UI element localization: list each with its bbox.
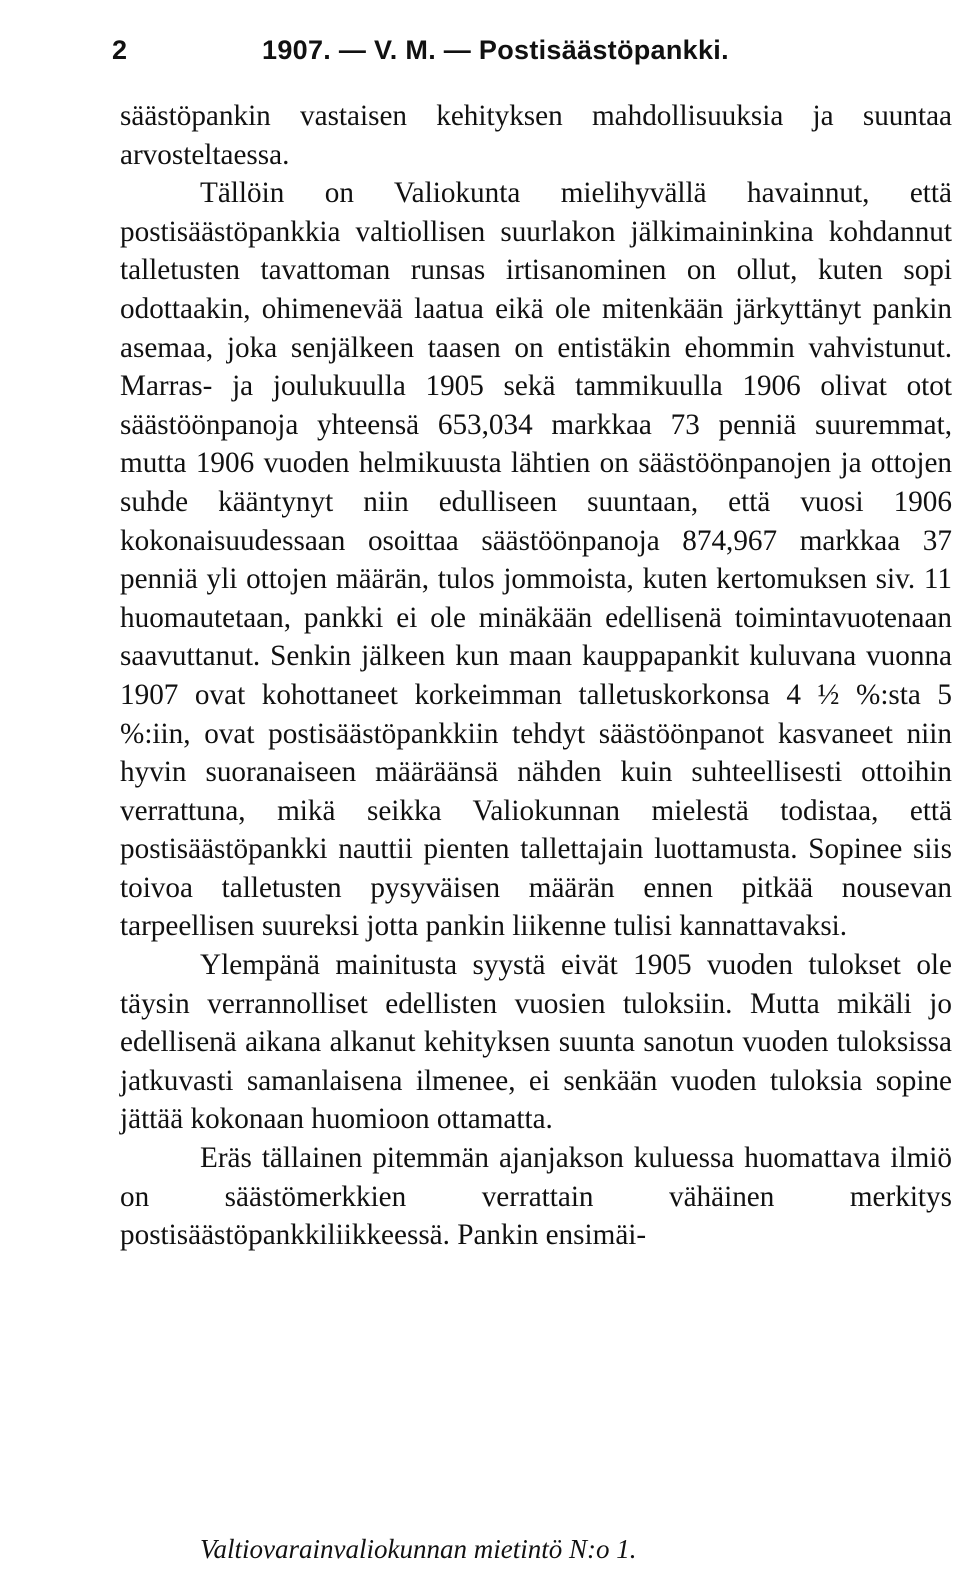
paragraph: Ylempänä mainitusta syystä eivät 1905 vuoden tulokset ole täysin verrannolliset edellisten vuosien tuloksiin. Mutta mikäli jo edellisenä aikana alkanut kehityksen suunta sanotun vuoden tuloksissa jatkuvasti samanlaisena ilmenee, ei senkään vuoden tuloksia sopine jättää kokonaan huomioon ottamatta. — [120, 949, 952, 1136]
paragraph: Tällöin on Valiokunta mielihyvällä havainnut, että postisäästöpankkia valtiollisen suurlakon jälkimaininkina kohdannut talletusten tavattoman runsas irtisanominen on ollut, kuten sopi odottaakin, ohimenevää laatua eikä ole mitenkään järkyttänyt pankin asemaa, joka senjälkeen taasen on entistäkin ehommin vahvistunut. Marras- ja joulukuulla 1905 sekä tammikuulla 1906 olivat otot säästöönpanoja yhteensä 653,034 markkaa 73 penniä suuremmat, mutta 1906 vuoden helmikuusta lähtien on säästöönpanojen ja ottojen suhde kääntynyt niin edulliseen suuntaan, että vuosi 1906 kokonaisuudessaan osoittaa säästöönpanoja 874,967 markkaa 37 penniä yli ottojen määrän, tulos jommoista, kuten kertomuksen siv. 11 huomautetaan, pankki ei ole minäkään edellisenä toimintavuotenaan saavuttanut. Senkin jälkeen kun maan kauppapankit kuluvana vuonna 1907 ovat kohottaneet korkeimman talletuskorkonsa 4 ½ %:sta 5 %:iin, ovat postisäästöpankkiin tehdyt säästöönpanot kasvaneet niin hyvin suoranaiseen määräänsä nähden kuin suhteellisesti ottoihin verrattuna, mikä seikka Valiokunnan mielestä todistaa, että postisäästöpankki nauttii pienten tallettajain luottamusta. Sopinee siis toivoa talletusten pysyväisen määrän ennen pitkää nousevan tarpeellisen suureksi jotta pankin liikenne tulisi kannattavaksi. — [120, 177, 952, 943]
paragraph-continuation: säästöpankin vastaisen kehityksen mahdollisuuksia ja suuntaa arvosteltaessa. — [120, 100, 952, 171]
paragraph: Eräs tällainen pitemmän ajanjakson kuluessa huomattava ilmiö on säästömerkkien verrattain vähäinen merkitys postisäästöpankkiliikkeessä. Pankin ensimäi- — [120, 1142, 952, 1252]
running-title: 1907. — V. M. — Postisäästöpankki. — [262, 35, 729, 65]
page-number: 2 — [112, 35, 128, 65]
body-text — [120, 97, 952, 1255]
page-footer: Valtiovarainvaliokunnan mietintö N:o 1. — [200, 1534, 637, 1564]
page-header — [112, 30, 932, 70]
